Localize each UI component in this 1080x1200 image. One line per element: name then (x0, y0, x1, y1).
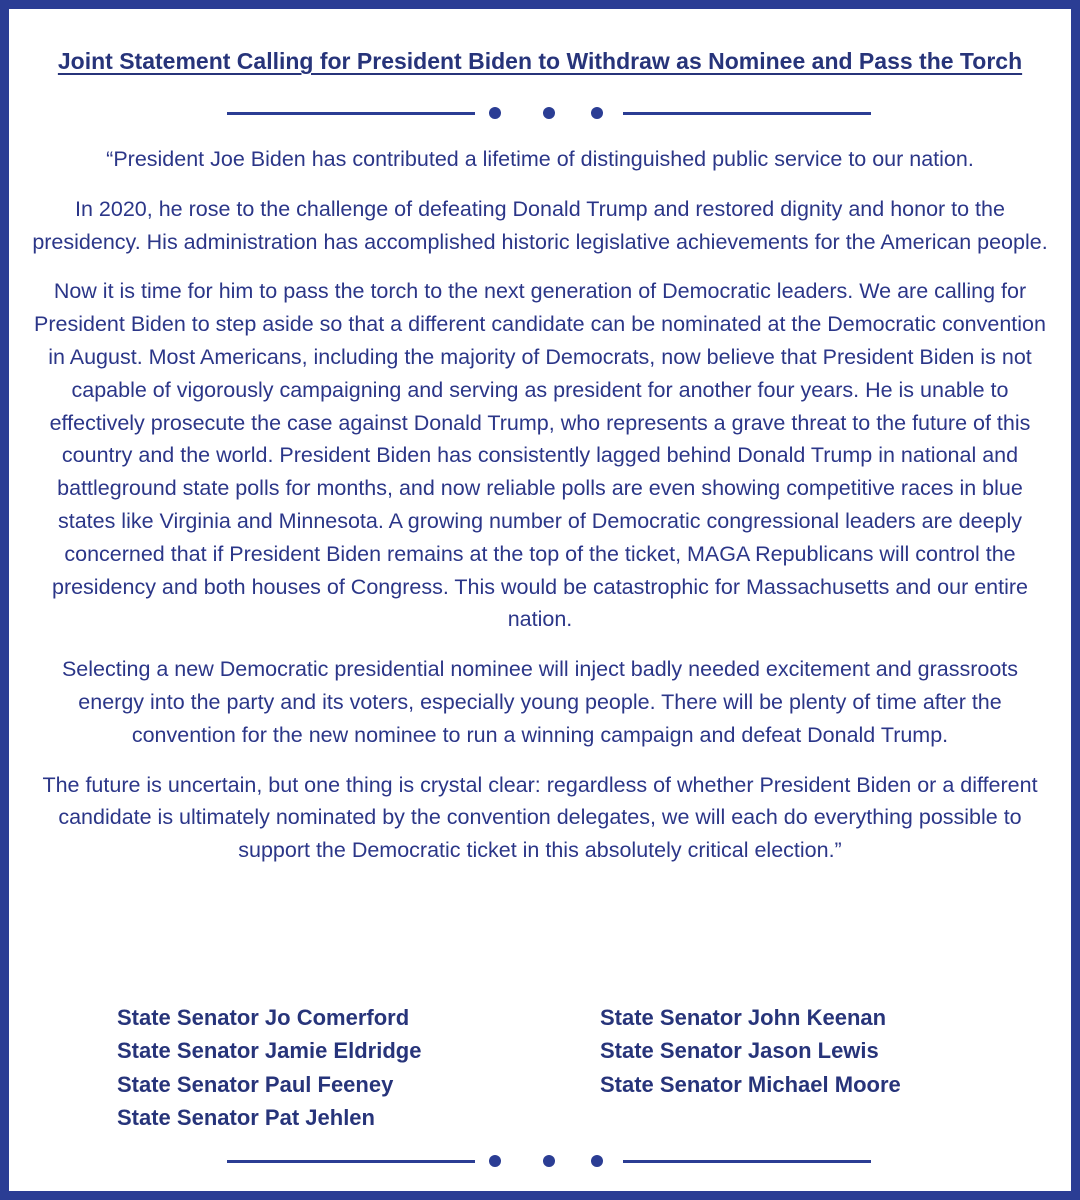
bottom-divider (227, 1154, 871, 1168)
divider-line (227, 1160, 475, 1163)
signers-right-column (600, 1001, 901, 1101)
signer-name: State Senator Paul Feeney (117, 1071, 394, 1097)
divider-line (623, 1160, 871, 1163)
statement-title: Joint Statement Calling for President Biden to Withdraw as Nominee and Pass the Torch (57, 48, 1023, 74)
divider-dot (543, 107, 555, 119)
statement-body (31, 143, 1049, 884)
paragraph: In 2020, he rose to the challenge of defeating Donald Trump and restored dignity and honor to the presidency. His administration has accomplished historic legislative achievements for the American people. (32, 196, 1048, 254)
paragraph: Now it is time for him to pass the torch to the next generation of Democratic leaders. We are calling for President Biden to step aside so that a different candidate can be nominated at the Democratic convention in August. Most Americans, including the majority of Democrats, now believe that President Biden is not capable of vigorously campaigning and serving as president for another four years. He is unable to effectively prosecute the case against Donald Trump, who represents a grave threat to the future of this country and the world. President Biden has consistently lagged behind Donald Trump in national and battleground state polls for months, and now reliable polls are even showing competitive races in blue states like Virginia and Minnesota. A growing number of Democratic congressional leaders are deeply concerned that if President Biden remains at the top of the ticket, MAGA Republicans will control the presidency and both houses of Congress. This would be catastrophic for Massachusetts and our entire nation. (34, 279, 1046, 632)
top-divider (227, 106, 871, 120)
paragraph: Selecting a new Democratic presidential nominee will inject badly needed excitement and grassroots energy into the party and its voters, especially young people. There will be plenty of time after the convention for the new nominee to run a winning campaign and defeat Donald Trump. (61, 657, 1019, 747)
divider-dot (591, 107, 603, 119)
signer-name: State Senator John Keenan (600, 1005, 887, 1030)
paragraph: “President Joe Biden has contributed a lifetime of distinguished public service to our nation. (106, 147, 974, 171)
divider-dot (489, 107, 501, 119)
signer-name: State Senator Pat Jehlen (117, 1104, 375, 1130)
divider-line (623, 112, 871, 115)
signer-name: State Senator Michael Moore (600, 1071, 901, 1097)
divider-dot (489, 1155, 501, 1167)
signer-name: State Senator Jason Lewis (600, 1038, 879, 1064)
divider-dot (543, 1155, 555, 1167)
divider-dot (591, 1155, 603, 1167)
divider-line (227, 112, 475, 115)
signers-left-column (117, 1001, 421, 1134)
signer-name: State Senator Jamie Eldridge (117, 1038, 422, 1064)
paragraph: The future is uncertain, but one thing is crystal clear: regardless of whether President Biden or a different candidate is ultimately nominated by the convention delegates, we will each do everything possible to support the Democratic ticket in this absolutely critical election.” (42, 772, 1038, 863)
signer-name: State Senator Jo Comerford (117, 1005, 410, 1030)
